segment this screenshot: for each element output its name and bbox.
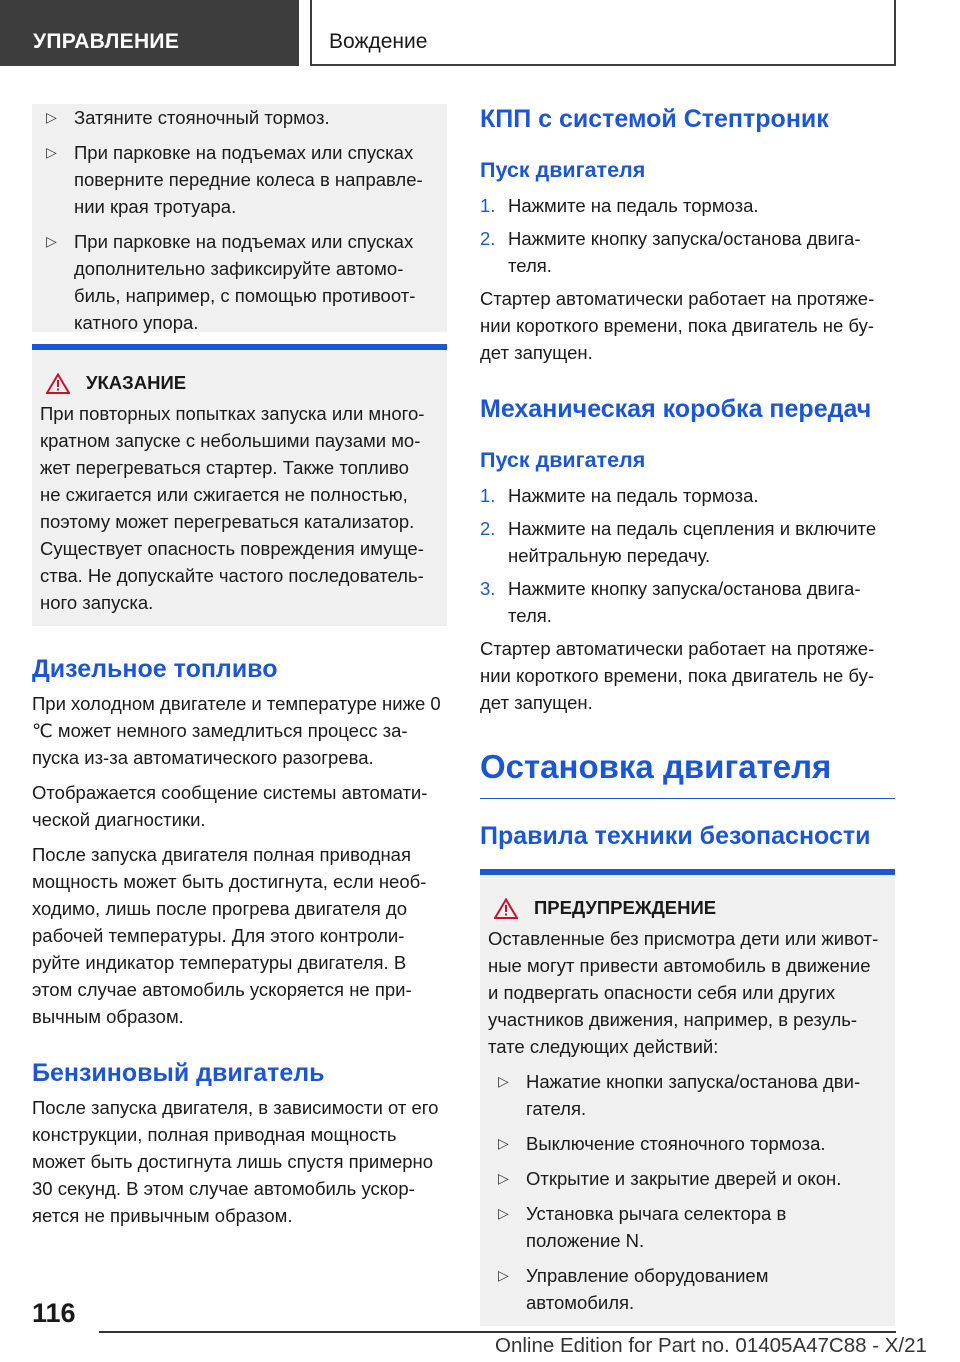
diesel-paragraph-3: После запуска двигателя полная приводная мощность может быть достигнута, если необ- ходимо, лишь после прогрева двигателя до рабочей температуры. Для этого контроли- руйте индикатор температуры двигателя. В этом случае автомобиль ускоряется не при- вычным образом. bbox=[32, 844, 427, 1027]
manual-steps bbox=[480, 482, 895, 629]
notice-text: При повторных попытках запуска или много- кратном запуске с небольшими паузами мо- жет перегреваться стартер. Также топливо не сжигается или сжигается не полностью, поэтому может перегреваться катализатор. Существует опасность повреждения имуще- ства. Не допускайте частого последователь- ного запуска. bbox=[40, 403, 425, 613]
page-header bbox=[0, 0, 960, 66]
list-item: 2. Нажмите на педаль сцепления и включите нейтральную передачу. bbox=[480, 518, 877, 566]
list-item: ▷ Управление оборудованием автомобиля. bbox=[498, 1262, 881, 1316]
list-item: ▷ Открытие и закрытие дверей и окон. bbox=[498, 1165, 881, 1192]
list-item: 1. Нажмите на педаль тормоза. bbox=[480, 195, 759, 216]
safety-rules-heading: Правила техники безопасности bbox=[480, 822, 871, 850]
list-item: 1. Нажмите на педаль тормоза. bbox=[480, 485, 759, 506]
warning-bullet-list bbox=[488, 1068, 881, 1316]
manual-subheading: Пуск двигателя bbox=[480, 448, 646, 472]
list-item: 2. Нажмите кнопку запуска/останова двига- теля. bbox=[480, 228, 861, 276]
steptronic-heading: КПП с системой Стептроник bbox=[480, 105, 829, 133]
triangle-bullet-icon: ▷ bbox=[46, 144, 57, 160]
list-item: ▷ Затяните стояночный тормоз. bbox=[46, 104, 425, 131]
section-tab: УПРАВЛЕНИЕ bbox=[0, 0, 299, 66]
footer-divider bbox=[99, 1331, 896, 1333]
manual-after-text: Стартер автоматически работает на протяже- нии короткого времени, пока двигатель не бу- дет запущен. bbox=[480, 638, 875, 713]
left-column bbox=[32, 104, 447, 1229]
right-column bbox=[480, 104, 895, 1326]
parking-bullet-list bbox=[46, 104, 425, 336]
warning-text: Оставленные без присмотра дети или живот- ные могут привести автомобиль в движение и подвергать опасности себя или других участников движения, например, в резуль- тате следующих действий: bbox=[488, 928, 879, 1057]
warning-triangle-icon bbox=[494, 898, 518, 919]
triangle-bullet-icon: ▷ bbox=[46, 109, 57, 125]
diesel-paragraph-2: Отображается сообщение системы автомати- ческой диагностики. bbox=[32, 782, 428, 830]
steptronic-steps bbox=[480, 192, 895, 279]
list-item: ▷ Нажатие кнопки запуска/останова дви- гателя. bbox=[498, 1068, 881, 1122]
warning-triangle-icon bbox=[46, 373, 70, 394]
notice-title: УКАЗАНИЕ bbox=[40, 372, 433, 394]
list-item: ▷ Установка рычага селектора в положение N. bbox=[498, 1200, 881, 1254]
chapter-tab: Вождение bbox=[310, 0, 896, 66]
list-item: ▷ При парковке на подъемах или спусках дополнительно зафиксируйте автомо- биль, например, с помощью противоот- катного упора. bbox=[46, 228, 425, 336]
manual-heading: Механическая коробка передач bbox=[480, 395, 872, 423]
footer-edition-text: Online Edition for Part no. 01405A47C88 - X/21 bbox=[495, 1334, 927, 1357]
triangle-bullet-icon: ▷ bbox=[498, 1135, 509, 1151]
petrol-paragraph-1: После запуска двигателя, в зависимости от его конструкции, полная приводная мощность может быть достигнута лишь спустя примерно 30 секунд. В этом случае автомобиль ускор- яется не привычным образом. bbox=[32, 1097, 439, 1226]
stop-engine-heading: Остановка двигателя bbox=[480, 746, 895, 799]
list-item: ▷ Выключение стояночного тормоза. bbox=[498, 1130, 881, 1157]
triangle-bullet-icon: ▷ bbox=[498, 1170, 509, 1186]
triangle-bullet-icon: ▷ bbox=[498, 1267, 509, 1283]
list-item: 3. Нажмите кнопку запуска/останова двига- теля. bbox=[480, 578, 861, 626]
list-item: ▷ При парковке на подъемах или спусках поверните передние колеса в направле- нии края тротуара. bbox=[46, 139, 425, 220]
diesel-paragraph-1: При холодном двигателе и температуре ниже 0 ℃ может немного замедлиться процесс за- пуска из-за автоматического разогрева. bbox=[32, 693, 441, 768]
triangle-bullet-icon: ▷ bbox=[498, 1205, 509, 1221]
triangle-bullet-icon: ▷ bbox=[498, 1073, 509, 1089]
warning-title: ПРЕДУПРЕЖДЕНИЕ bbox=[488, 897, 881, 919]
steptronic-subheading: Пуск двигателя bbox=[480, 158, 646, 182]
parking-bullets-box bbox=[32, 104, 447, 332]
notice-box bbox=[32, 344, 447, 626]
page-number: 116 bbox=[32, 1298, 76, 1328]
triangle-bullet-icon: ▷ bbox=[46, 233, 57, 249]
diesel-heading: Дизельное топливо bbox=[32, 655, 278, 683]
petrol-heading: Бензиновый двигатель bbox=[32, 1059, 325, 1087]
warning-box bbox=[480, 869, 895, 1326]
steptronic-after-text: Стартер автоматически работает на протяже- нии короткого времени, пока двигатель не бу- дет запущен. bbox=[480, 288, 875, 363]
